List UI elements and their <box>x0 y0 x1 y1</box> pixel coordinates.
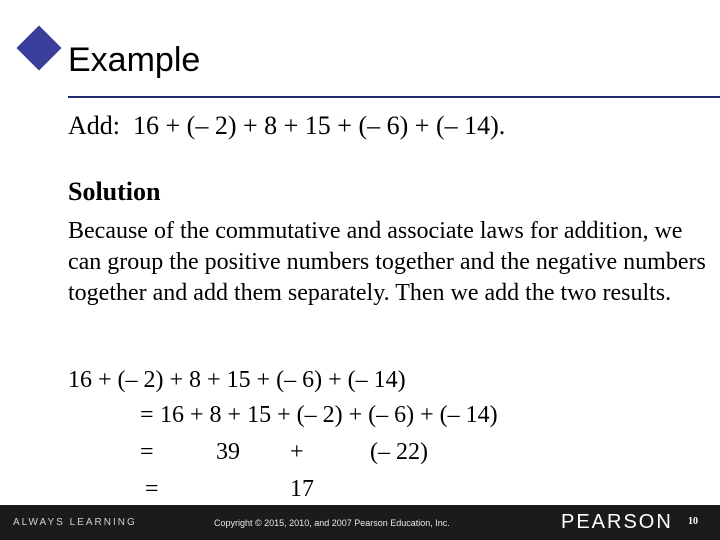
footer-bar <box>0 505 720 540</box>
slide-title: Example <box>68 41 201 79</box>
footer-tagline: ALWAYS LEARNING <box>13 517 137 528</box>
work-line-4-equals: = <box>145 476 159 502</box>
title-underline <box>68 96 720 98</box>
diamond-bullet-icon <box>13 22 65 74</box>
work-line-1: 16 + (– 2) + 8 + 15 + (– 6) + (– 14) <box>68 367 406 393</box>
work-line-4-result: 17 <box>290 476 314 502</box>
work-line-3-negative-sum: (– 22) <box>370 439 428 465</box>
work-line-3-positive-sum: 39 <box>216 439 240 465</box>
problem-statement: Add: 16 + (– 2) + 8 + 15 + (– 6) + (– 14). <box>68 111 506 140</box>
footer-copyright: Copyright © 2015, 2010, and 2007 Pearson Education, Inc. <box>214 518 450 528</box>
work-line-3-equals: = <box>140 439 154 465</box>
page-number: 10 <box>688 516 698 527</box>
solution-paragraph: Because of the commutative and associate laws for addition, we can group the positive numbers together and the negative numbers together and add them separately. Then we add the two results. <box>68 218 706 306</box>
work-line-2-equals: = <box>140 402 154 428</box>
pearson-logo: PEARSON <box>561 511 673 533</box>
work-line-3-plus: + <box>290 439 304 465</box>
solution-heading: Solution <box>68 177 161 206</box>
work-line-2-expression: 16 + 8 + 15 + (– 2) + (– 6) + (– 14) <box>160 402 498 428</box>
